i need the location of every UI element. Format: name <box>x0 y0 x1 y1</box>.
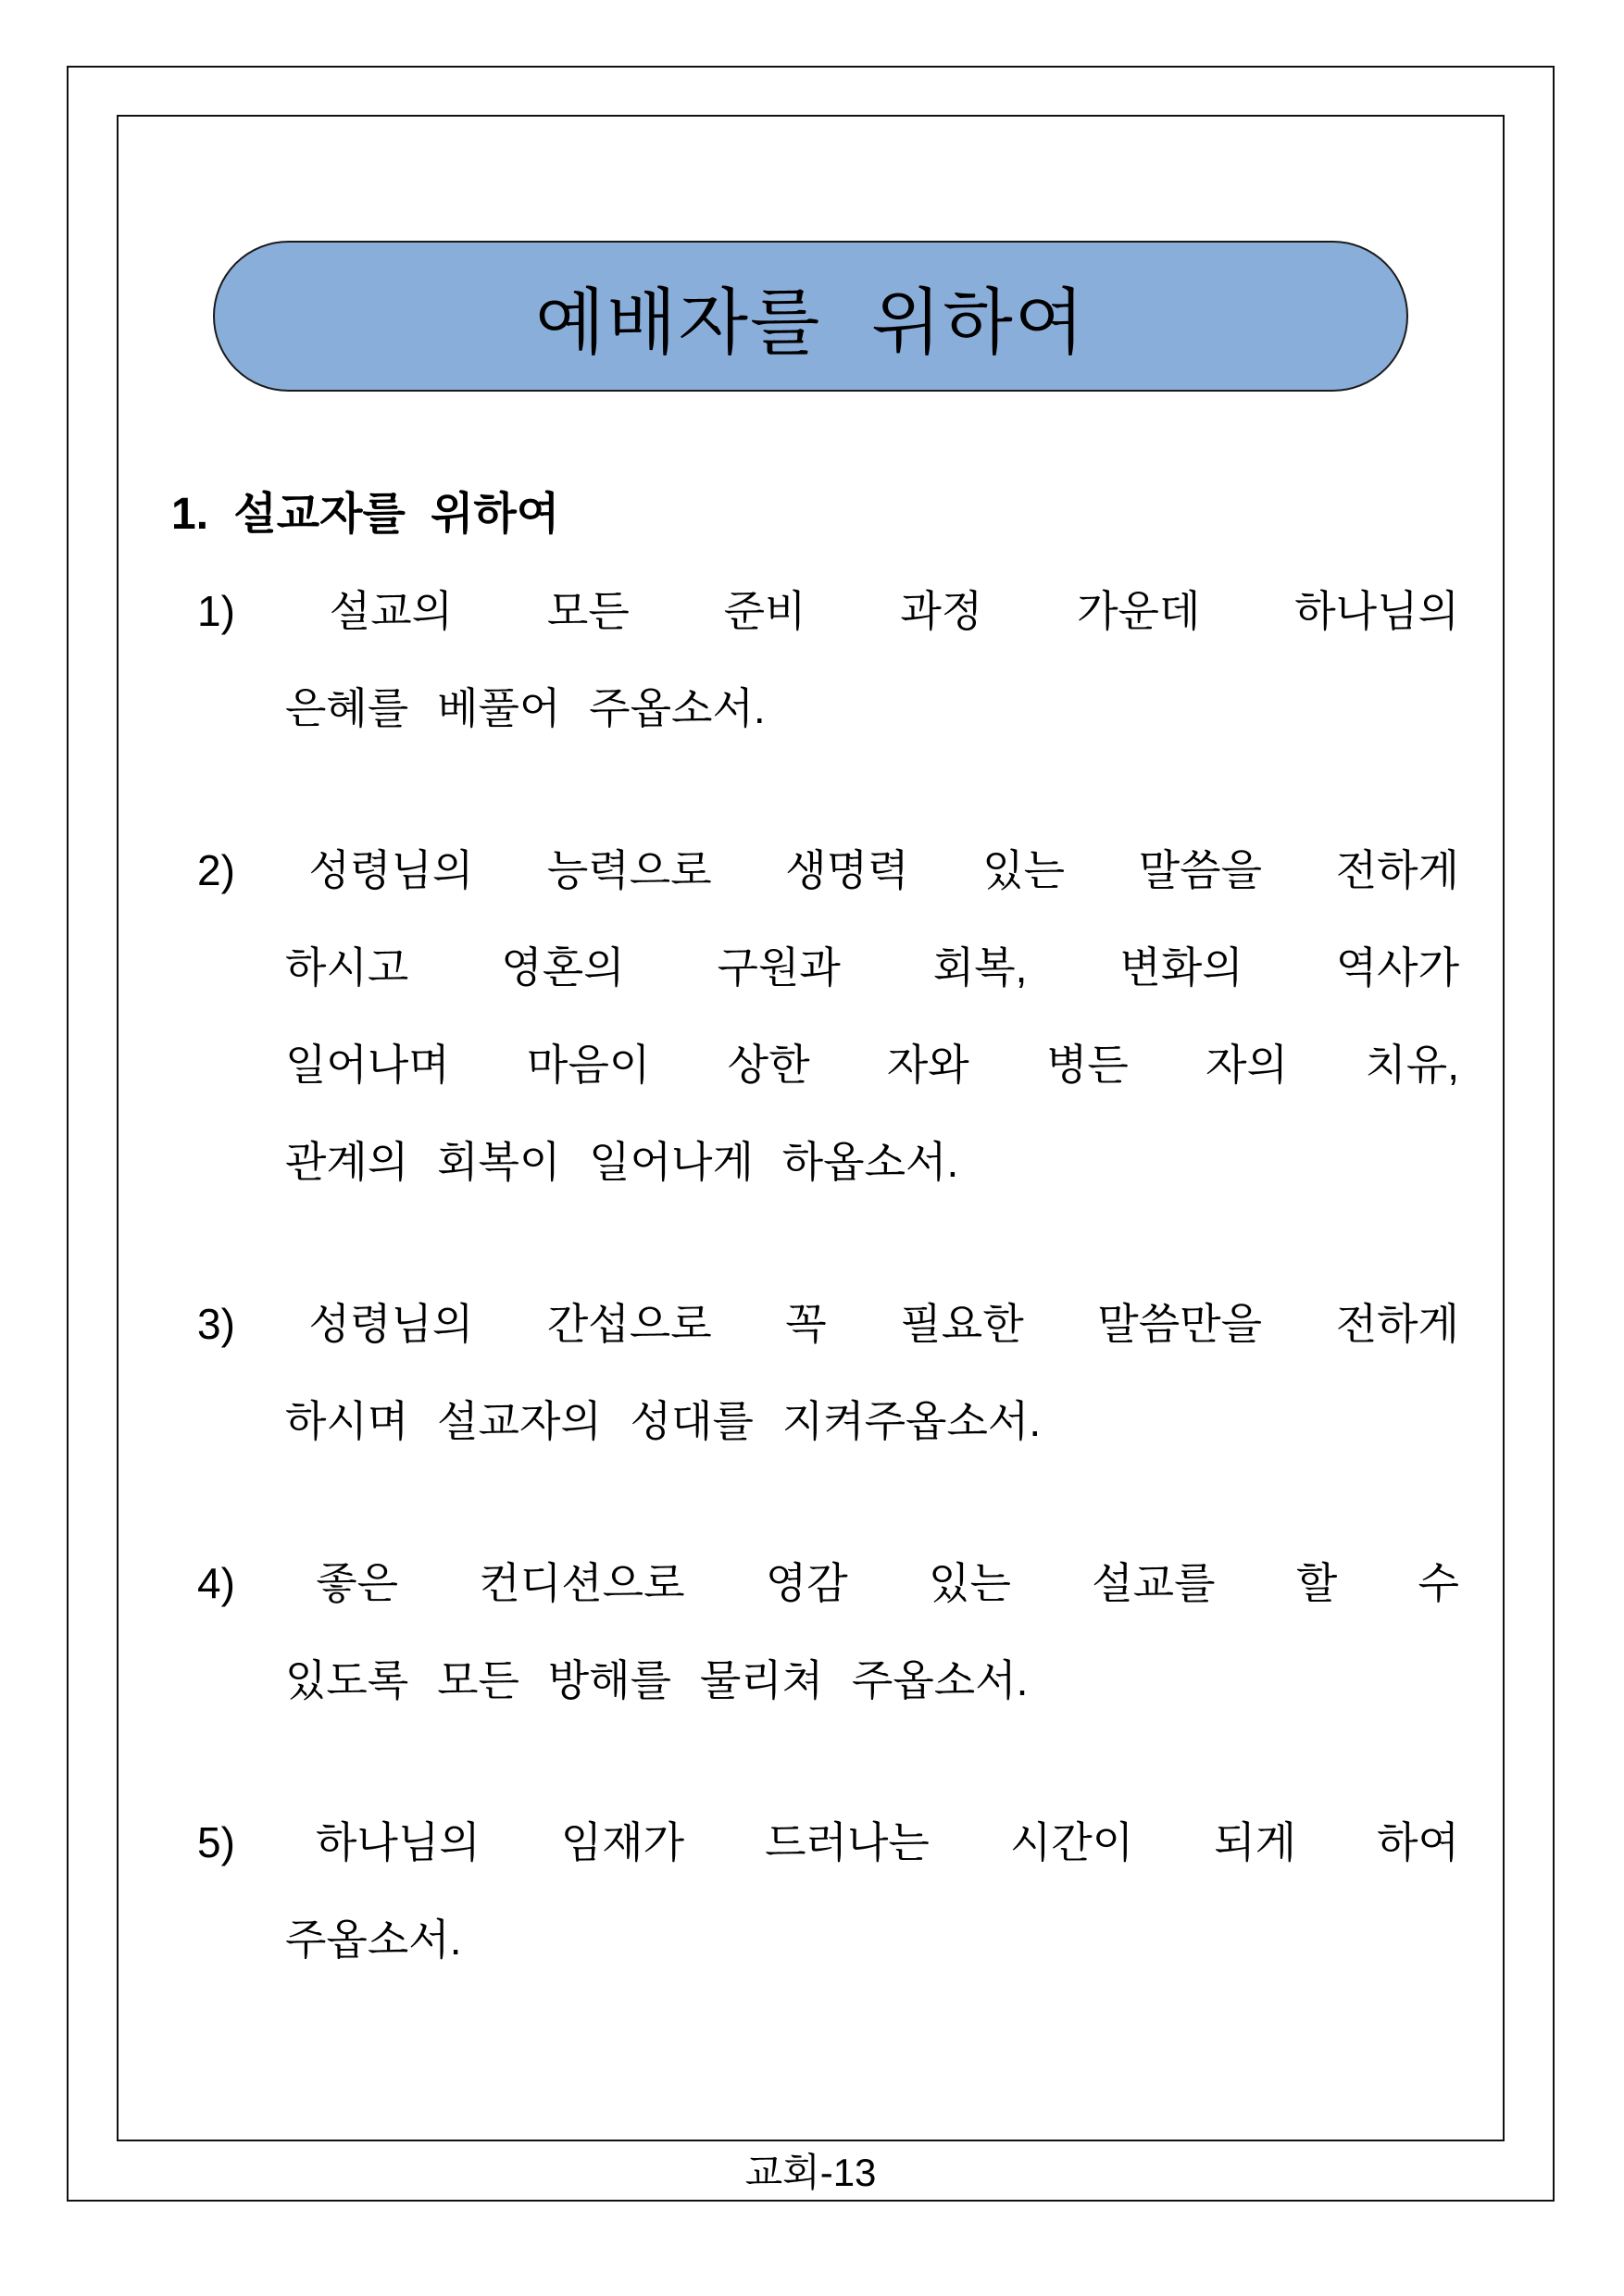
item-line: 5) 하나님의 임재가 드러나는 시간이 되게 하여 <box>197 1818 1459 1866</box>
item-marker: 2) <box>197 846 235 894</box>
item-line: 하시며 설교자의 성대를 지켜주옵소서. <box>285 1397 1042 1445</box>
list-item <box>197 563 1459 757</box>
section-heading: 1. 설교자를 위하여 <box>171 490 560 539</box>
list-item <box>197 1535 1459 1729</box>
item-line: 하시고 영혼의 구원과 회복, 변화의 역사가 <box>285 943 1459 992</box>
title-banner <box>213 241 1408 392</box>
item-line: 1) 설교의 모든 준비 과정 가운데 하나님의 <box>197 587 1459 635</box>
item-line: 일어나며 마음이 상한 자와 병든 자의 치유, <box>285 1041 1459 1089</box>
item-line: 관계의 회복이 일어나게 하옵소서. <box>285 1138 959 1186</box>
list-item <box>197 1276 1459 1470</box>
outer-border-frame <box>67 66 1555 2202</box>
content-frame <box>117 115 1505 2141</box>
item-line: 주옵소서. <box>285 1915 462 1964</box>
item-line: 2) 성령님의 능력으로 생명력 있는 말씀을 전하게 <box>197 846 1459 894</box>
item-line: 3) 성령님의 간섭으로 꼭 필요한 말씀만을 전하게 <box>197 1300 1459 1348</box>
item-marker: 4) <box>197 1559 235 1607</box>
item-line: 있도록 모든 방해를 물리쳐 주옵소서. <box>285 1656 1029 1704</box>
item-marker: 5) <box>197 1818 235 1866</box>
item-marker: 3) <box>197 1300 235 1348</box>
prayer-list <box>197 563 1459 1989</box>
item-marker: 1) <box>197 587 235 635</box>
page-number: 교회-13 <box>744 2150 877 2194</box>
list-item <box>197 822 1459 1211</box>
item-line: 4) 좋은 컨디션으로 영감 있는 설교를 할 수 <box>197 1559 1459 1607</box>
page-title: 예배자를 위하여 <box>534 281 1087 363</box>
item-line: 은혜를 베풀어 주옵소서. <box>285 684 766 732</box>
list-item <box>197 1794 1459 1989</box>
